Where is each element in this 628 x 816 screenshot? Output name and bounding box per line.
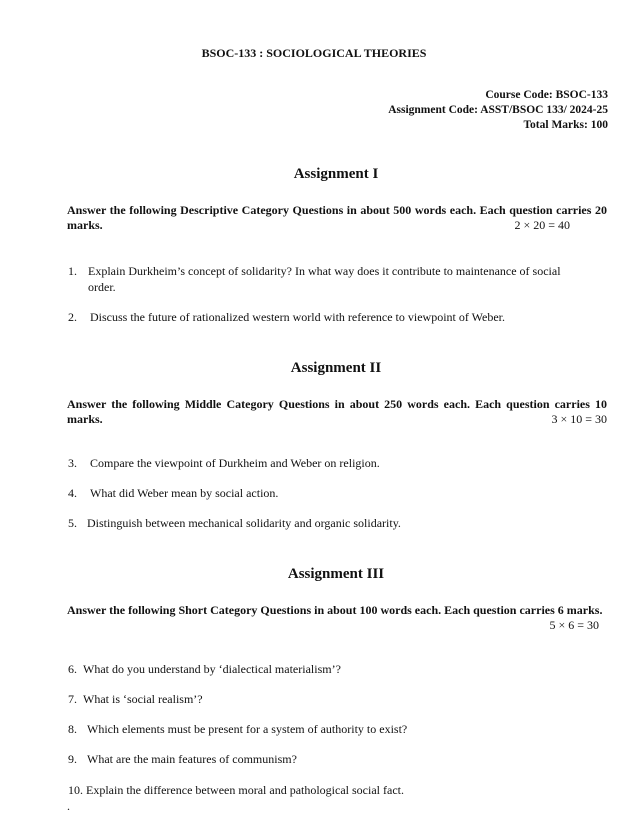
question-text: Which elements must be present for a system of authority to exist? [87, 722, 408, 736]
question-item [68, 455, 380, 471]
section-marks-1: 2 × 20 = 40 [514, 218, 570, 232]
course-code: Course Code: BSOC-133 [485, 89, 608, 101]
section-instruction-2: Answer the following Middle Category Questions in about 250 words each. Each question carries 10 marks. [67, 397, 607, 426]
question-text: What do you understand by ‘dialectical materialism’? [83, 662, 341, 676]
question-number: 7. [68, 692, 77, 706]
section-heading-3: Assignment III [287, 566, 385, 582]
question-number: 8. [68, 722, 77, 736]
question-text: What did Weber mean by social action. [90, 486, 279, 500]
question-number: 9. [68, 752, 77, 766]
section-marks-3: 5 × 6 = 30 [549, 618, 599, 632]
assignment-code: Assignment Code: ASST/BSOC 133/ 2024-25 [388, 104, 608, 116]
question-text: Explain Durkheim’s concept of solidarity? In what way does it contribute to maintenance of social order. [88, 264, 561, 294]
question-text: Distinguish between mechanical solidarity and organic solidarity. [87, 516, 401, 530]
document-title: BSOC-133 : SOCIOLOGICAL THEORIES [201, 46, 427, 60]
total-marks: Total Marks: 100 [523, 119, 608, 131]
section-instruction-1: Answer the following Descriptive Category Questions in about 500 words each. Each question carries 20 marks. [67, 203, 607, 232]
question-item [68, 309, 588, 325]
question-item [68, 721, 407, 737]
course-info [388, 88, 608, 133]
question-text: Compare the viewpoint of Durkheim and Weber on religion. [90, 456, 380, 470]
trailing-mark: . [67, 799, 70, 813]
question-number: 4. [68, 486, 77, 500]
question-item [68, 782, 404, 798]
question-number: 5. [68, 516, 77, 530]
section-heading-2: Assignment II [290, 360, 382, 376]
question-number: 3. [68, 456, 77, 470]
question-text: What is ‘social realism’? [83, 692, 203, 706]
question-number: 2. [68, 310, 77, 324]
question-number: 6. [68, 662, 77, 676]
question-text: What are the main features of communism? [87, 752, 297, 766]
question-item [68, 661, 341, 677]
question-item [68, 485, 278, 501]
section-heading-1: Assignment I [293, 166, 379, 182]
question-text: Discuss the future of rationalized western world with reference to viewpoint of Weber. [90, 310, 506, 324]
question-item [68, 515, 401, 531]
question-item [68, 751, 297, 767]
question-item [68, 263, 588, 295]
section-marks-2: 3 × 10 = 30 [551, 412, 607, 426]
section-instruction-3: Answer the following Short Category Questions in about 100 words each. Each question carries 6 marks. [67, 603, 603, 617]
question-text: Explain the difference between moral and pathological social fact. [86, 783, 404, 797]
question-number: 1. [68, 264, 77, 278]
question-item [68, 691, 203, 707]
question-number: 10. [68, 783, 83, 797]
